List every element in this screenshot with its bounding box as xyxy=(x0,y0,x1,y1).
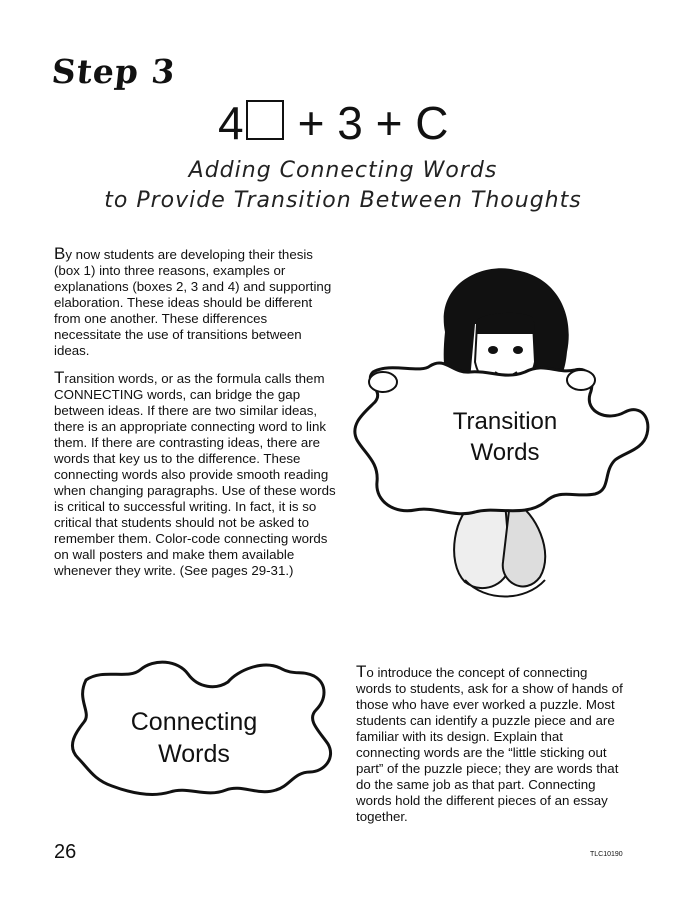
connecting-words-puzzle-illustration xyxy=(58,640,348,810)
paragraph-2-text: ransition words, or as the formula calls them CONNECTING words, can bridge the gap between ideas. If there are two similar ideas, there is an appropriate connecting word to link them. If there are contrasting ideas, there are words that key us to the difference. These connecting words also provide smooth reading when changing paragraphs. Use of these words is critical to successful writing. In fact, it is so critical that students should not be asked to remember them. Color-code connecting words on wall posters and make them available whenever they write. (See pages 29-31.) xyxy=(54,371,336,578)
girl-puzzle-text-line-2: Words xyxy=(470,439,540,466)
subtitle-line-2: to Provide Transition Between Thoughts xyxy=(104,188,582,213)
paragraph-1-text: y now students are developing their thesis (box 1) into three reasons, examples or explanations (boxes 2, 3 and 4) and supporting elaboration. These ideas should be different from one another. These differences necessitate the use of transitions between ideas. xyxy=(54,247,332,358)
paragraph-3-text: o introduce the concept of connecting words to students, ask for a show of hands of those who have ever worked a puzzle. Most students can identify a puzzle piece and are familiar with its design. Explain that connecting words are the “little sticking out part” of the puzzle piece; they are words that do the same job as that part. Connecting words hold the different pieces of an essay together. xyxy=(356,665,623,824)
puzzle-text-line-1: Connecting xyxy=(130,708,258,736)
subtitle-line-1: Adding Connecting Words xyxy=(188,158,498,183)
paragraph-2-lead: T xyxy=(54,368,65,387)
step-heading: Step 3 xyxy=(49,52,178,91)
girl-with-puzzle-illustration xyxy=(335,262,675,607)
product-code: TLC10190 xyxy=(590,851,623,858)
formula-number: 4 xyxy=(218,97,244,149)
formula-box xyxy=(246,100,284,140)
puzzle-text-line-2: Words xyxy=(158,740,230,768)
paragraph-3 xyxy=(356,664,626,825)
formula xyxy=(218,96,448,150)
page-number: 26 xyxy=(54,841,77,863)
girl-puzzle-text-line-1: Transition xyxy=(452,408,558,435)
paragraph-1-lead: B xyxy=(54,244,66,263)
paragraph-3-lead: T xyxy=(356,662,367,681)
formula-rest: + 3 + C xyxy=(297,97,449,149)
paragraph-2 xyxy=(54,370,338,579)
paragraph-1 xyxy=(54,246,338,359)
